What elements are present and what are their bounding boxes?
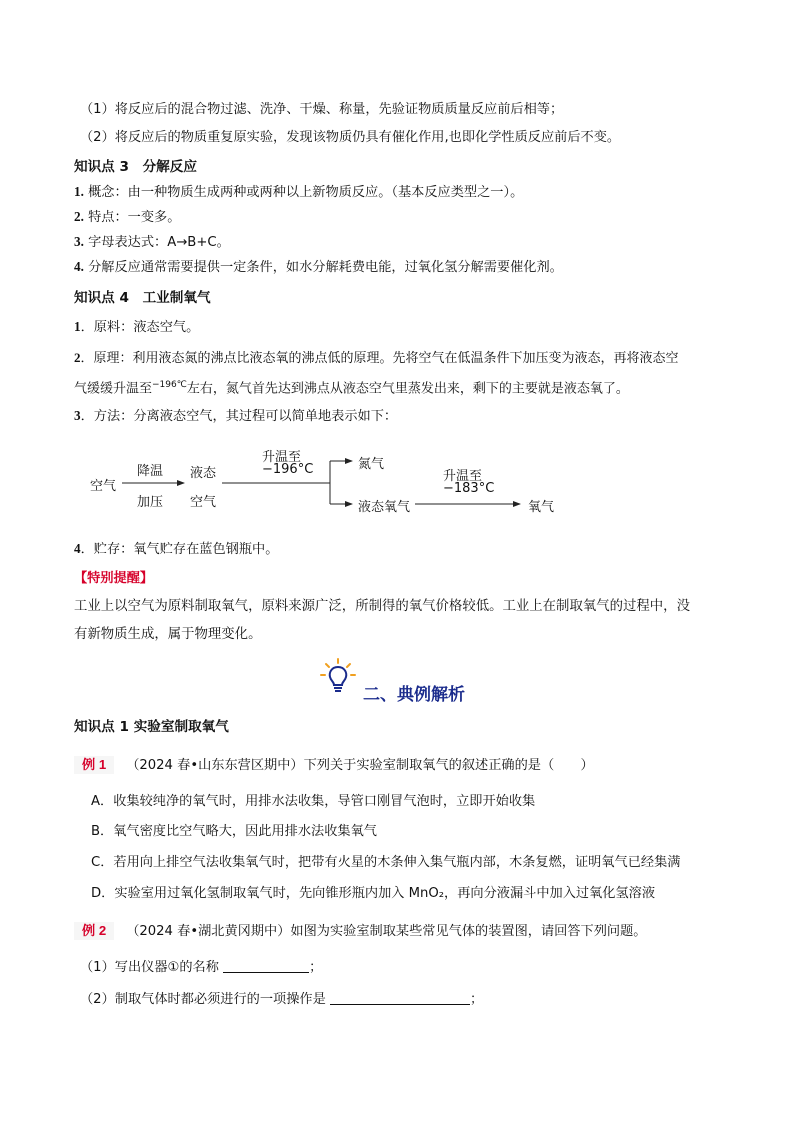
cool-label: 降温: [137, 464, 164, 479]
kp4-item-3: [74, 407, 397, 426]
item-text: 字母表达式：A→B+C。: [83, 235, 230, 250]
intro-line-2: （2）将反应后的物质重复原实验，发现该物质仍具有催化作用,也即化学性质反应前后不变。: [80, 130, 621, 145]
liquid-oxygen-label: 液态氧气: [358, 500, 411, 515]
item-number: 2: [74, 350, 81, 365]
kp3-item-1: [74, 183, 523, 202]
stem-text: （2024 春•湖北黄冈期中）如图为实验室制取某些常见气体的装置图，请回答下列问题。: [126, 924, 647, 939]
question-text: （2）制取气体时都必须进行的一项操作是: [80, 992, 326, 1007]
nitrogen-label: 氮气: [358, 457, 385, 472]
item-text: 特点：一变多。: [83, 210, 181, 225]
kp3-item-4: [74, 258, 563, 277]
heat2-line-1: 升温至: [443, 469, 483, 484]
item-text: ．原理：利用液态氮的沸点比液态氧的沸点低的原理。先将空气在低温条件下加压变为液态，再将液态空: [80, 351, 679, 366]
item-text: ．方法：分离液态空气，其过程可以简单地表示如下：: [80, 409, 398, 424]
lightbulb-icon: [318, 657, 358, 701]
section-title: 二、典例解析: [363, 685, 465, 705]
heat1-line-2: −196°C: [262, 462, 314, 477]
pressurize-label: 加压: [137, 495, 164, 510]
air-label: 空气: [90, 479, 117, 494]
item-text: 左右，氮气首先达到沸点从液态空气里蒸发出来，剩下的主要就是液态氧了。: [186, 381, 629, 397]
kp1-title: 知识点 1 实验室制取氧气: [74, 719, 229, 735]
oxygen-label: 氧气: [528, 500, 555, 515]
heat2-line-2: −183°C: [443, 481, 495, 496]
answer-blank-2[interactable]: [330, 990, 470, 1005]
option-a: A．收集较纯净的氧气时，用排水法收集，导管口刚冒气泡时，立即开始收集: [91, 794, 536, 809]
question-punct: ；: [309, 960, 323, 975]
kp4-title: 知识点 4 工业制氧气: [74, 290, 211, 306]
item-text: ．贮存：氧气贮存在蓝色钢瓶中。: [80, 542, 279, 557]
kp4-item-4: [74, 540, 278, 559]
item-number: 4.: [74, 259, 84, 274]
option-d: D．实验室用过氧化氢制取氧气时，先向锥形瓶内加入 MnO₂，再向分液漏斗中加入过氧化氢溶液: [91, 886, 656, 901]
liquid-air-line-1: 液态: [190, 466, 217, 481]
example-2-stem: [74, 922, 646, 941]
example-badge: 例 2: [74, 922, 114, 940]
kp4-item-2-line-2: [74, 376, 629, 398]
option-b: B．氧气密度比空气略大，因此用排水法收集氧气: [91, 824, 377, 839]
answer-blank-1[interactable]: [223, 958, 309, 973]
option-c: C．若用向上排空气法收集氧气时，把带有火星的木条伸入集气瓶内部，木条复燃，证明氧气已经集满: [91, 855, 681, 870]
kp4-item-1: [74, 318, 199, 337]
temperature-value: −196℃: [152, 380, 187, 390]
item-number: 1: [74, 319, 81, 334]
item-number: 3: [74, 408, 81, 423]
item-number: 1.: [74, 184, 84, 199]
kp3-item-2: [74, 208, 180, 227]
reminder-title: 【特别提醒】: [74, 571, 154, 586]
example-1-stem: [74, 756, 594, 775]
question-1: [80, 958, 322, 977]
item-number: 3.: [74, 234, 84, 249]
kp3-item-3: [74, 233, 230, 252]
liquid-air-line-2: 空气: [190, 495, 217, 510]
intro-line-1: （1）将反应后的混合物过滤、洗净、干燥、称量，先验证物质质量反应前后相等；: [80, 102, 564, 117]
kp4-item-2-line-1: [74, 349, 679, 368]
item-text: 分解反应通常需要提供一定条件，如水分解耗费电能，过氧化氢分解需要催化剂。: [83, 260, 563, 275]
item-number: 2.: [74, 209, 84, 224]
item-text: 概念：由一种物质生成两种或两种以上新物质反应。（基本反应类型之一）。: [83, 185, 524, 200]
item-number: 4: [74, 541, 81, 556]
item-text: ．原料：液态空气。: [80, 320, 200, 335]
heat1-line-1: 升温至: [262, 450, 302, 465]
question-punct: ；: [469, 992, 484, 1007]
reminder-line-1: 工业上以空气为原料制取氧气，原料来源广泛，所制得的氧气价格较低。工业上在制取氧气的过程中，没: [74, 599, 690, 614]
reminder-line-2: 有新物质生成，属于物理变化。: [74, 627, 262, 642]
example-badge: 例 1: [74, 756, 114, 774]
question-2: [80, 990, 483, 1009]
question-text: （1）写出仪器①的名称: [80, 960, 219, 975]
stem-text: （2024 春•山东东营区期中）下列关于实验室制取氧气的叙述正确的是（ ）: [126, 758, 594, 773]
item-text: 气缓缓升温至: [74, 381, 153, 397]
kp3-title: 知识点 3 分解反应: [74, 159, 197, 175]
